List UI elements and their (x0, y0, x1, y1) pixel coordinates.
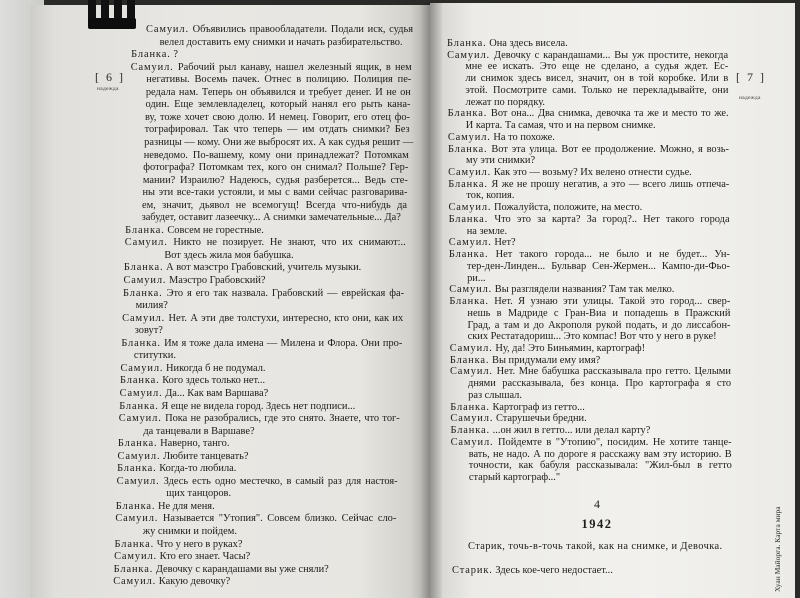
speaker-name: Самуил. (449, 284, 493, 296)
dialogue-text: да танцевали в Варшаве? (143, 425, 255, 437)
dialogue-text: Пока не разобрались, где это снято. Знаете, что тог- (165, 413, 400, 425)
dialogue-text: Никогда б не подумал. (166, 362, 266, 374)
speech-line (448, 179, 729, 191)
dialogue-text: Нет такого города... не было и не будет... Ун- (495, 249, 730, 261)
speech-continuation-line (466, 155, 729, 167)
speech-continuation-line (468, 331, 731, 343)
dialogue-text: ...он жил в гетто... или делал карту? (492, 425, 651, 437)
running-head-right: надежда (739, 95, 761, 101)
speech-continuation-line (469, 460, 732, 472)
speech-continuation-line (468, 378, 731, 390)
dialogue-text: днями рассказывала, без конца. Про картографа я сто (468, 378, 732, 390)
dialogue-text: Не для меня. (157, 500, 215, 512)
speaker-name: Бланка. (115, 500, 156, 512)
speaker-name: Самуил. (447, 49, 491, 61)
dialogue-text: Вот эта улица. Вот ее продолжение. Можно, я возь- (491, 143, 729, 155)
speech-continuation-line (467, 273, 730, 285)
dialogue-text: Картограф из гетто... (492, 401, 585, 413)
speech-line (448, 108, 729, 120)
dialogue-text: Совсем не горестные. (167, 224, 264, 236)
dialogue-text: Вы придумали ему имя? (492, 354, 601, 366)
speaker-name: Бланка. (449, 296, 489, 308)
dialogue-text: Девочку с карандашами... Вы уж простите, некогда (493, 49, 729, 61)
dialogue-text: вать, не надо. А по дороге я расскажу вам эту историю. В (468, 448, 732, 460)
speaker-name: Бланка. (447, 143, 488, 155)
dialogue-text: мне ее искать. Это еще не сделано, а судья ждет. Ес- (465, 61, 729, 73)
dialogue-text: ву, тоже хочет свою долю. И немец. Говорит, его отец фо- (145, 111, 410, 123)
speaker-name: Самуил. (448, 167, 492, 179)
speaker-name: Самуил. (119, 387, 163, 399)
dialogue-text: один. Еще землевладелец, который нанял его рыть кана- (145, 99, 411, 111)
page-number-right: [ 7 ] (736, 70, 766, 84)
speaker-name: Самуил. (130, 61, 174, 73)
stage-direction: Старик, точь-в-точь такой, как на снимке, и Девочка. (468, 541, 723, 552)
page-number-left: [ 6 ] (95, 70, 125, 84)
speaker-name: Самуил. (122, 312, 166, 324)
dialogue-text: мании? Израилю? Надеюсь, судья разберется... Ведь сте- (142, 174, 408, 186)
dialogue-text: Я еще не видела город. Здесь нет подписи... (161, 400, 356, 412)
speaker-name: Бланка. (450, 425, 491, 437)
dialogue-text: му эти снимки? (466, 155, 536, 167)
dialogue-text: Старушечьи бредни. (495, 413, 587, 425)
dialogue-text: Объявились правообладатели. Подали иск, судья (192, 24, 413, 35)
scene-number: 4 (594, 497, 600, 511)
speech-line (450, 355, 731, 367)
dialogue-text: неведомо. По-вашему, кому они принадлежат? Потомкам (143, 149, 409, 161)
speaker-name: Самуил. (116, 475, 160, 487)
speech-continuation-line (468, 320, 731, 332)
speech-line (449, 284, 730, 296)
dialogue-text: Нет? (494, 237, 516, 249)
dialogue-text: ри... (467, 272, 486, 284)
dialogue-text: фотографа? Потомкам тех, кого он снимал? Польше? Гер- (143, 162, 409, 174)
dialogue-text: этой. Посмотрите сами. Только не перекладывайте, они (465, 84, 729, 96)
dialogue-text: ем, значит, дьявол не всемогущ! Всегда что-нибудь да (142, 199, 408, 211)
dialogue-text: зовут? (134, 325, 163, 337)
speech-line (447, 50, 728, 62)
dialogue-text: Град, а там и до Акрополя рукой подать, и до лиссабон- (467, 319, 731, 331)
dialogue-text: Нет. Мне бабушка рассказывала про гетто. Целыми (496, 366, 731, 378)
dialogue-text: ны эти все-таки устояли, и мы с вами сейчас разговарива- (142, 187, 408, 199)
dialogue-text: Да... Как вам Варшава? (165, 387, 269, 399)
dialogue-text: Рабочий рыл канаву, нашел железный ящик, в нем (177, 61, 412, 73)
speaker-name: Бланка. (447, 108, 488, 120)
dialogue-text: Кого здесь только нет... (162, 375, 266, 387)
dialogue-text: Никто не позирует. Не знают, что их снимают:.. (173, 237, 406, 249)
speech-continuation-line (466, 190, 729, 202)
speaker-name: Самуил. (113, 576, 157, 588)
speaker-name: Самуил. (448, 237, 492, 249)
dialogue-text: милия? (135, 300, 168, 312)
dialogue-text: Называется "Утопия". Совсем близко. Сейчас сло- (162, 513, 397, 525)
dialogue-text: На то похоже. (493, 131, 555, 143)
dialogue-text: велел доставить ему снимки и начать разбирательство. (159, 36, 403, 48)
dialogue-text: Любите танцевать? (163, 450, 249, 462)
speaker-name: Бланка. (123, 262, 164, 274)
speech-line (449, 249, 730, 261)
dialogue-text: нешь в Мадриде с Гран-Виа и попадешь в Пражский (467, 307, 731, 319)
speaker-name: Бланка. (114, 538, 155, 550)
speech-line (447, 38, 728, 50)
dialogue-text: И карта. Та самая, что и на первом снимке. (465, 120, 656, 132)
speaker-name: Бланка. (450, 401, 490, 413)
speaker-name: Самуил. (146, 24, 189, 35)
dialogue-text: ли снимок здесь висел, значит, он в той коробке. Или в (465, 73, 729, 85)
dialogue-text: Я же не прошу негатив, а это — всего лишь отпеча- (491, 178, 730, 190)
speech-line (448, 167, 729, 179)
speaker-name: Бланка. (123, 287, 163, 299)
dialogue-text: Вы разглядели названия? Там так мелко. (494, 284, 675, 296)
book-title-spine: Хуан Майорга. Карта мира (773, 506, 782, 592)
speaker-name: Самуил. (449, 366, 493, 378)
dialogue-text: Как это — возьму? Их велено отнести судье. (493, 167, 692, 179)
dialogue-text: редала нам. Теперь он объявился и требует денег. И не он (145, 86, 411, 98)
dialogue-text: Что это за карта? За город?.. Нет такого города (494, 213, 730, 225)
speech-line (448, 132, 729, 144)
dialogue-text: Наверно, танго. (160, 438, 230, 450)
speech-continuation-line (465, 73, 728, 85)
dialogue-text: старый картограф..." (468, 472, 561, 483)
dialogue-text: Что у него в руках? (156, 538, 243, 550)
speaker-name: Бланка. (131, 49, 171, 61)
speech-continuation-line (469, 449, 732, 461)
speaker-name: Бланка. (117, 438, 158, 450)
dialogue-text: жу снимки и пойдем. (142, 526, 237, 537)
speech-continuation-line (468, 390, 731, 402)
dialogue-text: тер-ден-Линден... Бульвар Сен-Жермен... Кампо-ди-Фьо- (467, 260, 730, 272)
dialogue-text: Нет. А эти две толстухи, интересно, кто они, как их (168, 312, 404, 324)
speaker-name: Бланка. (447, 38, 487, 49)
speech-continuation-line (465, 61, 728, 73)
speaker-name: Бланка. (448, 213, 489, 225)
dialogue-text: лежат по порядку. (465, 96, 545, 108)
speaker-name: Бланка. (448, 178, 488, 190)
dialogue-text: точности, как бабуля рассказывала: "Жил-был в гетто (468, 460, 732, 472)
dialogue-text: Кто его знает. Часы? (159, 551, 251, 563)
speaker-name: Бланка. (120, 375, 160, 387)
dialogue-text: А вот маэстро Грабовский, учитель музыки. (166, 262, 362, 274)
speaker-name: Самуил. (448, 202, 492, 214)
dialogue-text: Это я его так назвала. Грабовский — еврейская фа- (166, 287, 405, 299)
dialogue-text: ток, копия. (466, 190, 515, 202)
speech-line (450, 343, 731, 355)
speaker-name: Бланка. (113, 563, 154, 575)
speech-line (448, 144, 729, 156)
dialogue-text: Ну, да! Это Биньямин, картограф! (495, 342, 646, 354)
speaker-name: Самуил. (123, 275, 167, 286)
speaker-name: Самуил. (124, 237, 168, 249)
speech-line (450, 402, 731, 414)
dialogue-text: Какую девочку? (158, 576, 231, 588)
speech-continuation-line (467, 226, 730, 238)
speaker-name: Бланка. (117, 463, 157, 475)
speech-line (449, 296, 730, 308)
dialogue-text: Пожалуйста, положите, на место. (494, 202, 643, 214)
speaker-name: Самуил. (449, 342, 493, 354)
dialogue-text: ститутки. (133, 350, 176, 362)
speaker-name: Бланка. (121, 337, 161, 349)
speaker-name: Самуил. (120, 362, 164, 374)
speech-continuation-line (465, 85, 728, 97)
speech-continuation-line (467, 261, 730, 273)
dialogue-text: Здесь кое-чего недостает... (495, 565, 613, 576)
speaker-name: Самуил. (450, 413, 494, 425)
scene-year: 1942 (581, 517, 613, 531)
speaker-name: Самуил. (117, 450, 161, 462)
dialogue-text: разницы — кому. Они же выбросят их. А как судья решит — (144, 136, 414, 148)
speech-line (452, 565, 613, 576)
dialogue-text: раз слышал. (468, 389, 522, 401)
speech-continuation-line (469, 472, 732, 484)
dialogue-text: щих танцоров. (166, 488, 232, 500)
running-head-left: надежда (97, 86, 119, 92)
dialogue-text: Нет. Я узнаю эти улицы. Такой это город... свер- (494, 296, 731, 308)
speech-line (450, 413, 731, 425)
speaker-name: Самуил. (447, 131, 491, 143)
dialogue-text: на земле. (466, 225, 508, 237)
speech-line (450, 425, 731, 437)
dialogue-text: забудет, оставит лазеечку... А снимки замечательные... Да? (141, 212, 401, 224)
speaker-name: Самуил. (115, 513, 159, 525)
dialogue-text: Девочку с карандашами вы уже сняли? (155, 563, 329, 575)
speech-continuation-line (467, 308, 730, 320)
speaker-name: Бланка. (125, 224, 165, 236)
speech-line (451, 437, 732, 449)
dialogue-text: Вот здесь жила моя бабушка. (164, 249, 294, 261)
speech-continuation-line (466, 97, 729, 109)
speech-line (450, 366, 731, 378)
dialogue-text: тографировал. Так что теперь — им отдать снимки? Без (144, 124, 410, 136)
dialogue-text: Здесь есть одно местечко, в самый раз для настоя- (163, 475, 398, 487)
dialogue-text: Маэстро Грабовский? (169, 275, 266, 286)
dialogue-text: ских Рестатадориш... Это компас! Вот что у него в руке! (467, 331, 717, 343)
speaker-name: Бланка. (449, 354, 490, 366)
speech-continuation-line (466, 120, 729, 132)
speaker-name: Бланка. (448, 249, 489, 261)
speaker-name: Старик. (452, 565, 493, 576)
dialogue-text: Им я тоже дала имена — Милена и Флора. Они про- (164, 337, 403, 349)
dialogue-text: Она здесь висела. (489, 38, 568, 49)
speaker-name: Самуил. (118, 413, 162, 425)
dialogue-text: ? (173, 49, 178, 61)
speech-line (449, 214, 730, 226)
speech-line (448, 202, 729, 214)
dialogue-text: негативы. Восемь пачек. Отнес в полицию. Полиция пе- (146, 74, 412, 86)
speaker-name: Бланка. (119, 400, 159, 412)
speaker-name: Самуил. (450, 436, 494, 448)
dialogue-text: Пойдемте в "Утопию", посидим. Не хотите танце- (498, 436, 732, 448)
speech-line (449, 237, 730, 249)
dialogue-text: Когда-то любила. (159, 463, 237, 475)
dialogue-text: Вот она... Два снимка, девочка та же и место то же. (490, 108, 729, 120)
speaker-name: Самуил. (114, 551, 158, 563)
